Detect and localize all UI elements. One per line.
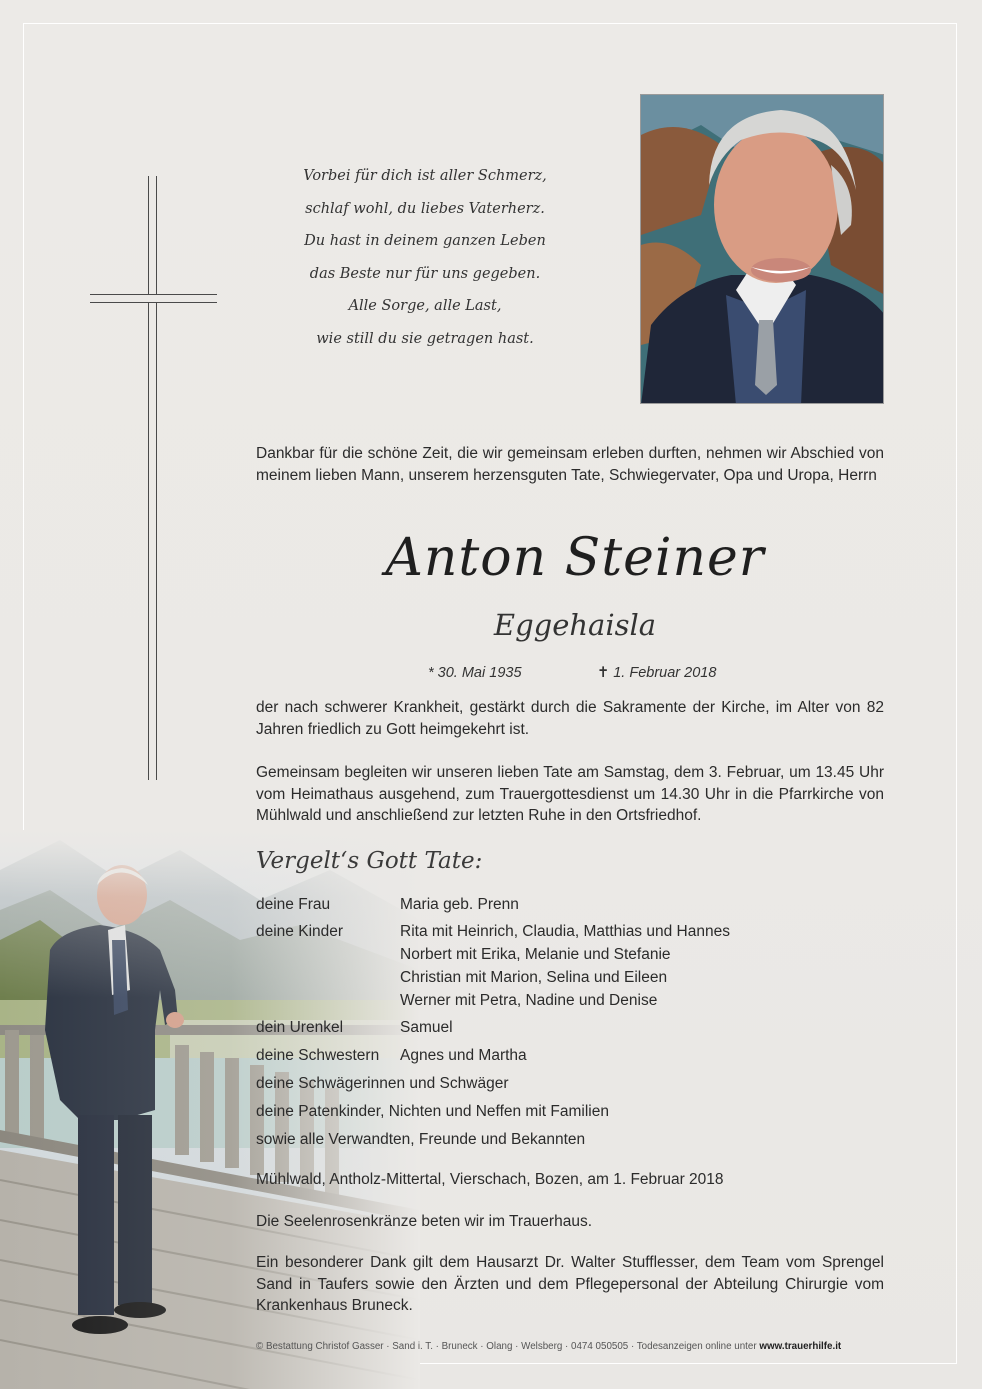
relative-label: dein Urenkel (256, 1019, 344, 1036)
poem (290, 160, 560, 355)
gratitude-note: Ein besonderer Dank gilt dem Hausarzt Dr. Walter Stufflesser, dem Team vom Sprengel Sand in Taufers sowie den Ärzten und dem Pflegepersonal der Abteilung Chirurgie vom Krankenhaus Bruneck. (256, 1254, 884, 1314)
rosary-note: Die Seelenrosenkränze beten wir im Trauerhaus. (256, 1213, 593, 1230)
relative-label: deine Kinder (256, 923, 344, 940)
death-date: ✝ 1. Februar 2018 (597, 665, 717, 681)
cross-vertical-icon (148, 176, 157, 780)
poem-line: schlaf wohl, du liebes Vaterherz. (305, 200, 545, 217)
deceased-nickname: Eggehaisla (493, 608, 657, 642)
deceased-name: Anton Steiner (385, 528, 765, 588)
poem-line: das Beste nur für uns gegeben. (309, 265, 541, 282)
cross-center (149, 295, 156, 302)
thanks-heading: Vergelt‘s Gott Tate: (256, 848, 483, 874)
intro-text: Dankbar für die schöne Zeit, die wir gemeinsam erleben durften, nehmen wir Abschied von meinem lieben Mann, unserem herzensguten Tate, Schwiegervater, Opa und Uropa, Herrn (256, 445, 884, 484)
relative-name: Werner mit Petra, Nadine und Denise (400, 992, 658, 1009)
relative-name: Rita mit Heinrich, Claudia, Matthias und Hannes (400, 923, 730, 940)
poem-line: Vorbei für dich ist aller Schmerz, (303, 168, 547, 184)
poem-line: Alle Sorge, alle Last, (348, 298, 502, 314)
relative-name: Agnes und Martha (400, 1047, 527, 1064)
footer (256, 1341, 906, 1352)
relative-extra: deine Patenkinder, Nichten und Neffen mit Familien (256, 1103, 609, 1120)
relative-label: deine Frau (256, 896, 331, 913)
relative-extra: sowie alle Verwandten, Freunde und Bekannten (256, 1131, 586, 1148)
relative-row (256, 893, 519, 916)
relative-row (256, 920, 730, 1012)
portrait-photo (640, 94, 884, 404)
relative-name: Christian mit Marion, Selina und Eileen (400, 969, 668, 986)
relative-name: Samuel (400, 1019, 453, 1036)
footer-text: © Bestattung Christof Gasser · Sand i. T. · Bruneck · Olang · Welsberg · 0474 050505 · Todesanzeigen online unter (256, 1341, 757, 1352)
relative-row (256, 1044, 527, 1067)
passing-paragraph: der nach schwerer Krankheit, gestärkt durch die Sakramente der Kirche, im Alter von 82 Jahren friedlich zu Gott heimgekehrt ist. (256, 699, 884, 738)
relative-extra: deine Schwägerinnen und Schwäger (256, 1075, 509, 1092)
relative-row (256, 1016, 453, 1039)
life-dates (428, 665, 748, 681)
relative-label: deine Schwestern (256, 1047, 380, 1064)
birth-date: * 30. Mai 1935 (428, 665, 522, 681)
relative-name: Norbert mit Erika, Melanie und Stefanie (400, 946, 671, 963)
funeral-paragraph: Gemeinsam begleiten wir unseren lieben Tate am Samstag, dem 3. Februar, um 13.45 Uhr vom Heimathaus ausgehend, zum Trauergottesdienst um 14.30 Uhr in die Pfarrkirche von Mühlwald und anschließend zur letzten Ruhe in den Ortsfriedhof. (256, 764, 884, 824)
place-date: Mühlwald, Antholz-Mittertal, Vierschach, Bozen, am 1. Februar 2018 (256, 1171, 724, 1188)
poem-line: wie still du sie getragen hast. (316, 330, 534, 347)
poem-line: Du hast in deinem ganzen Leben (304, 233, 546, 249)
footer-link[interactable]: www.trauerhilfe.it (759, 1341, 842, 1352)
relative-name: Maria geb. Prenn (400, 896, 519, 913)
